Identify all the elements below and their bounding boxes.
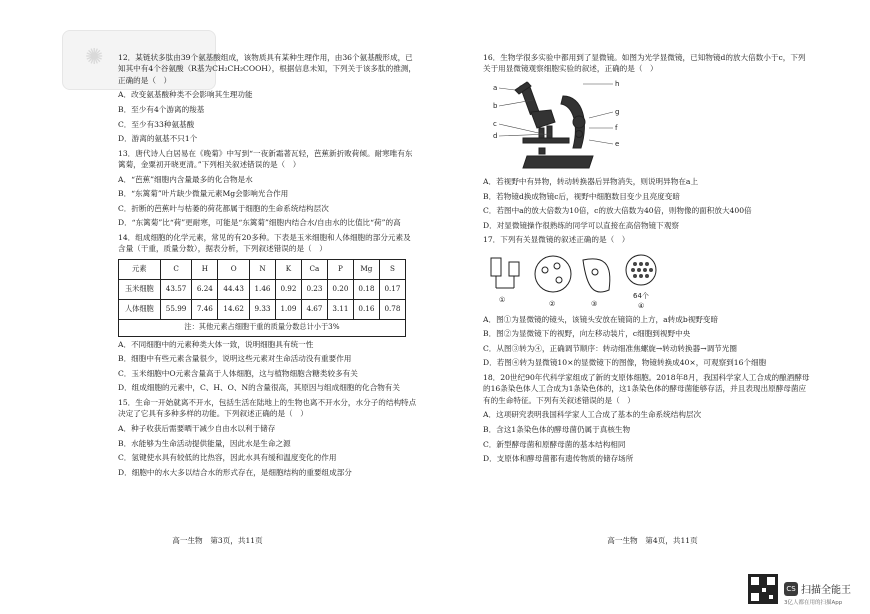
- table-header-cell: 元素: [119, 259, 161, 279]
- table-cell: 0.92: [275, 279, 301, 299]
- table-cell: 3.11: [327, 299, 353, 319]
- table-cell: 1.09: [275, 299, 301, 319]
- question-13-stem: 13．唐代诗人白居易在《晚菊》中写到“一夜新霜著瓦轻，芭蕉新折败荷倾。耐寒唯有东篱菊，金粟初开晓更清。”下列相关叙述错误的是（ ）: [118, 148, 413, 170]
- question-16-stem: 16．生物学很多实验中都用到了显微镜。如图为光学显微镜，已知物镜d的放大倍数小于c，下列关于用显微镜观察细胞实验的叙述，正确的是（ ）: [483, 53, 806, 74]
- right-column: [483, 52, 813, 468]
- q16-option-a: A．若视野中有异物，转动转换器后异物消失，则说明异物在a上: [483, 176, 699, 186]
- q14-option-c: C．玉米细胞中O元素含量高于人体细胞，这与植物细胞含糖类较多有关: [118, 368, 358, 378]
- q13-option-d: D．“东篱菊”比“荷”更耐寒，可能是“东篱菊”细胞内结合水/自由水的比值比“荷”的高: [118, 218, 401, 228]
- q15-option-a: A．种子收获后需要晒干减少自由水以利于储存: [118, 424, 276, 434]
- table-cell: 7.46: [192, 299, 218, 319]
- q14-option-d: D．组成细胞的元素中，C、H、O、N的含量很高，其原因与组成细胞的化合物有关: [118, 383, 400, 393]
- q12-option-b: B．至少有4个游离的羧基: [118, 104, 205, 114]
- label-d: d: [493, 131, 498, 140]
- table-cell: 0.23: [301, 279, 327, 299]
- q16-option-c: C．若图中a的放大倍数为10倍，c的放大倍数为40倍，则物像的面积放大400倍: [483, 206, 752, 216]
- table-header-cell: N: [249, 259, 275, 279]
- table-header-cell: H: [192, 259, 218, 279]
- table-cell: 6.24: [192, 279, 218, 299]
- element-table: [118, 259, 406, 337]
- question-17-stem: 17．下列有关显微镜的叙述正确的是（ ）: [483, 235, 630, 245]
- table-cell: 1.46: [249, 279, 275, 299]
- q13-option-c: C．折断的芭蕉叶与枯萎的荷花都属于细胞的生命系统结构层次: [118, 203, 329, 213]
- scanner-brand: [784, 578, 851, 606]
- table-header-cell: S: [379, 259, 405, 279]
- mirror: [539, 148, 545, 154]
- figure-label-4: ④: [638, 301, 645, 310]
- table-header-cell: C: [160, 259, 192, 279]
- lens-a: [491, 258, 501, 276]
- cell-field-3: [583, 259, 610, 292]
- table-cell: 0.20: [327, 279, 353, 299]
- q17-option-b: B．图②为显微镜下的视野，向左移动装片，c细胞到视野中央: [483, 329, 691, 339]
- question-12-stem: 12．某链状多肽由39个氨基酸组成，该物质具有某种生理作用，由36个氨基酸形成，已知其中有4个谷氨酸（R基为CH₂CH₂COOH），根据信息未知，下列关于该多肽的推测，正确的是（ ）: [118, 53, 416, 85]
- base: [523, 156, 593, 168]
- q18-option-b: B．含这1条染色体的酵母菌仍属于真核生物: [483, 424, 631, 434]
- table-cell: 0.17: [379, 279, 405, 299]
- stage: [523, 138, 569, 143]
- right-page: [435, 0, 870, 614]
- table-cell: 55.99: [160, 299, 192, 319]
- q15-option-b: B．水能够为生命活动提供能量，因此水是生命之源: [118, 438, 291, 448]
- brand-tagline: 3亿人都在用的扫描App: [784, 600, 843, 606]
- q14-option-a: A．不同细胞中的元素种类大体一致，说明细胞具有统一性: [118, 339, 314, 349]
- watermark-logo-icon: ✺: [85, 45, 104, 70]
- coarse-focus-knob: [573, 116, 585, 128]
- brand-name: 扫描全能王: [801, 585, 851, 596]
- q15-option-d: D．细胞中的水大多以结合水的形式存在，是细胞结构的重要组成部分: [118, 467, 352, 477]
- table-cell: 4.67: [301, 299, 327, 319]
- q12-option-d: D．游离的氨基不只1个: [118, 134, 198, 144]
- microscope-figure: [483, 78, 813, 176]
- figure-label-3: ③: [591, 299, 598, 308]
- fine-focus-knob: [576, 130, 583, 137]
- q17-option-a: A．图①为显微镜的镜头，该镜头安放在镜筒的上方，a转成b视野变暗: [483, 314, 719, 324]
- microscope-diagram: [493, 72, 643, 176]
- table-header-cell: Ca: [301, 259, 327, 279]
- table-note-row: [119, 319, 406, 336]
- nosepiece: [531, 110, 555, 128]
- question-18-stem: 18．20世纪90年代科学家组成了新的支原体细胞。2018年8月，我国科学家人工合成的酿酒酵母的16条染色体人工合成为1条染色体的，这1条染色体的酵母菌能够存活，并且表现出原酵母菌应有的生命特征。下列有关叙述错误的是（ ）: [483, 372, 810, 405]
- q17-option-c: C．从图③转为④，正确调节顺序：转动细准焦螺旋→转动转换器→调节光圈: [483, 343, 737, 353]
- q13-option-a: A．“芭蕉”细胞内含量最多的化合物是水: [118, 174, 253, 184]
- brand-logo-icon: CS: [784, 582, 798, 596]
- figure-label-2: ②: [549, 299, 556, 308]
- table-header-cell: O: [218, 259, 250, 279]
- q18-option-a: A．这项研究表明我国科学家人工合成了基本的生命系统结构层次: [483, 410, 702, 420]
- q15-option-c: C．氢键使水具有较低的比热容，因此水具有缓和温度变化的作用: [118, 453, 337, 463]
- table-row: [119, 299, 406, 319]
- left-page-footer: 高一生物 第3页，共11页: [172, 535, 263, 545]
- table-header-cell: Mg: [353, 259, 379, 279]
- q17-option-d: D．若图④转为显微镜10×的显微镜下的图像，物镜转换成40×，可观察到16个细胞: [483, 358, 767, 368]
- label-h: h: [615, 79, 620, 88]
- label-e: e: [615, 139, 620, 148]
- table-header-cell: K: [275, 259, 301, 279]
- q18-option-d: D．支原体和酵母菌都有遗传物质的储存场所: [483, 454, 634, 464]
- qr-code-icon: [748, 574, 778, 604]
- label-g: g: [615, 107, 620, 116]
- label-c: c: [493, 119, 497, 128]
- table-header-cell: P: [327, 259, 353, 279]
- right-page-footer: 高一生物 第4页，共11页: [607, 535, 698, 545]
- table-cell: 43.57: [160, 279, 192, 299]
- q16-option-b: B．若物镜d换成物镜c后，视野中细胞数目变少且亮度变暗: [483, 191, 680, 201]
- label-a: a: [493, 83, 498, 92]
- question-15-stem: 15．生命一开始就离不开水，包括生活在陆地上的生物也离不开水分，水分子的结构特点决定了它具有多种多样的功能。下列叙述正确的是（ ）: [118, 398, 417, 419]
- table-cell: 0.18: [353, 279, 379, 299]
- q14-option-b: B．细胞中有些元素含量很少，说明这些元素对生命活动没有重要作用: [118, 354, 352, 364]
- q12-option-c: C．至少有33种氨基酸: [118, 119, 195, 129]
- figure-label-1: ①: [499, 295, 506, 304]
- q12-option-a: A．改变氨基酸种类不会影响其生理功能: [118, 90, 253, 100]
- table-cell: 人体细胞: [119, 299, 161, 319]
- label-f: f: [615, 123, 618, 132]
- table-header-row: [119, 259, 406, 279]
- objective-lens: [547, 126, 552, 138]
- question-14-stem: 14．组成细胞的化学元素，常见的有20多种。下表是玉米细胞和人体细胞的部分元素及含量（干重，质量分数），据表分析，下列叙述错误的是（ ）: [118, 232, 411, 254]
- table-cell: 玉米细胞: [119, 279, 161, 299]
- q18-option-c: C．新型酵母菌和原酵母菌的基本结构相同: [483, 439, 626, 449]
- field-of-view-2: [535, 256, 571, 292]
- table-cell: 0.78: [379, 299, 405, 319]
- q17-figures: [483, 250, 813, 310]
- lens-b: [509, 262, 519, 276]
- table-note: 注：其他元素占细胞干重的质量分数总计小于3%: [119, 319, 406, 336]
- table-cell: 44.43: [218, 279, 250, 299]
- table-cell: 14.62: [218, 299, 250, 319]
- table-cell: 9.33: [249, 299, 275, 319]
- label-b: b: [493, 101, 498, 110]
- table-cell: 0.16: [353, 299, 379, 319]
- left-column: [118, 52, 418, 481]
- q16-option-d: D．对显微镜操作很熟练的同学可以直接在高倍物镜下观察: [483, 220, 679, 230]
- q17-figure-diagram: [483, 250, 683, 312]
- q13-option-b: B．“东篱菊”叶片缺少微量元素Mg会影响光合作用: [118, 189, 289, 199]
- figure-count-label: 64个: [633, 291, 649, 300]
- table-row: [119, 279, 406, 299]
